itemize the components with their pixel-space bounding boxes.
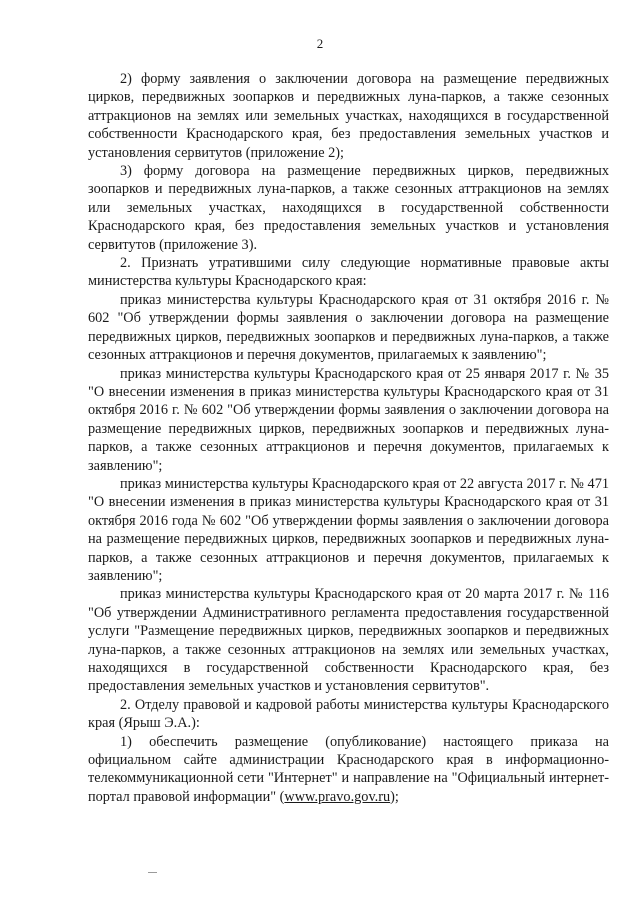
- pravo-gov-link[interactable]: www.pravo.gov.ru: [284, 788, 391, 805]
- page-number: 2: [316, 36, 324, 51]
- paragraph-legal-department: 2. Отделу правовой и кадровой работы министерства культуры Краснодарского края (Ярыш Э.А.):: [88, 696, 609, 732]
- publication-text-after: );: [390, 788, 399, 805]
- document-body: [88, 70, 609, 806]
- publication-text-before: 1) обеспечить размещение (опубликование) настоящего приказа на официальном сайте администрации Краснодарского края в информационно-телекоммуникационной сети "Интернет" и направление на "Официальный интернет-портал правовой информации" (: [88, 733, 609, 805]
- paragraph-order-602: приказ министерства культуры Краснодарского края от 31 октября 2016 г. № 602 "Об утверждении формы заявления о заключении договора на размещение передвижных цирков, передвижных зоопарков и передвижных луна-парков, а также сезонных аттракционов и перечня документов, прилагаемых к заявлению";: [88, 291, 609, 364]
- paragraph-publication-duty: [88, 733, 609, 807]
- paragraph-order-116: приказ министерства культуры Краснодарского края от 20 марта 2017 г. № 116 "Об утверждении Административного регламента предоставления государственной услуги "Размещение передвижных цирков, передвижных зоопарков и передвижных луна-парков, а также сезонных аттракционов на землях или земельных участках, находящихся в государственной собственности Краснодарского края, без предоставления земельных участков и установления сервитутов".: [88, 586, 609, 695]
- paragraph-order-471: приказ министерства культуры Краснодарского края от 22 августа 2017 г. № 471 "О внесении изменения в приказ министерства культуры Краснодарского края от 31 октября 2016 года № 602 "Об утверждении формы заявления о заключении договора на размещение передвижных цирков, передвижных зоопарков и передвижных луна-парков, а также сезонных аттракционов и перечня документов, прилагаемых к заявлению";: [88, 475, 609, 584]
- paragraph-repeal-heading: 2. Признать утратившими силу следующие нормативные правовые акты министерства культуры Краснодарского края:: [88, 255, 609, 290]
- paragraph-item-2-application-form: 2) форму заявления о заключении договора на размещение передвижных цирков, передвижных зоопарков и передвижных луна-парков, а также сезонных аттракционов на землях или земельных участках, находящихся в государственной собственности Краснодарского края, без предоставления земельных участков и установления сервитутов (приложение 2);: [88, 71, 609, 161]
- footer-mark: [148, 872, 157, 873]
- paragraph-item-3-contract-form: 3) форму договора на размещение передвижных цирков, передвижных зоопарков и передвижных луна-парков, а также сезонных аттракционов на землях или земельных участках, находящихся в государственной собственности Краснодарского края, без предоставления земельных участков и установления сервитутов (приложение 3).: [88, 163, 609, 253]
- paragraph-order-35: приказ министерства культуры Краснодарского края от 25 января 2017 г. № 35 "О внесении изменения в приказ министерства культуры Краснодарского края от 31 октября 2016 г. № 602 "Об утверждении формы заявления о заключении договора на размещение передвижных цирков, передвижных зоопарков и передвижных луна-парков, а также сезонных аттракционов и перечня документов, прилагаемых к заявлению";: [88, 365, 609, 474]
